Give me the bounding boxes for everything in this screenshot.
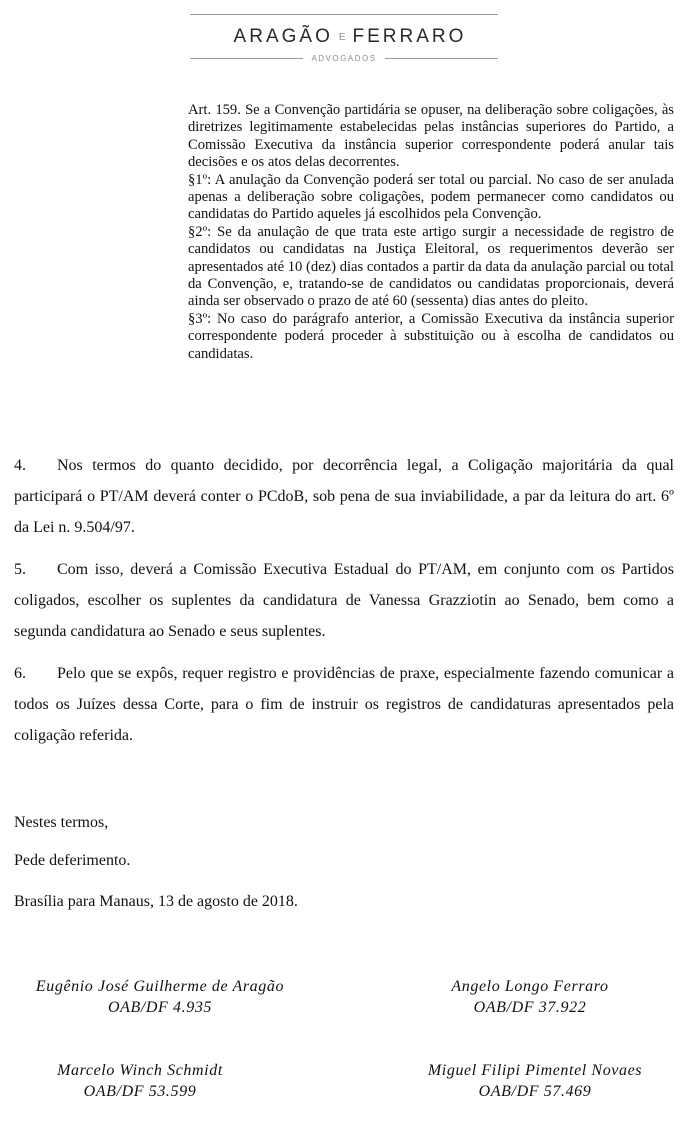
paragraph-text: Pelo que se expôs, requer registro e providências de praxe, especialmente fazendo comunicar a todos os Juízes dessa Corte, para o fim de instruir os registros de candidaturas apresentados pela coligação referida.	[14, 665, 674, 744]
letterhead	[0, 0, 700, 80]
quote-paragraph-3: §3º: No caso do parágrafo anterior, a Comissão Executiva da instância superior correspondente poderá proceder à substituição ou à escolha de candidatos ou candidatas.	[188, 310, 674, 362]
signature-block-2	[400, 976, 660, 1018]
letterhead-subtitle-row	[190, 51, 498, 65]
paragraph-4	[14, 450, 674, 543]
firm-name-conjunction: E	[338, 32, 347, 43]
paragraph-number: 5.	[14, 561, 26, 578]
signature-block-4	[395, 1060, 675, 1102]
statute-quote	[188, 102, 674, 363]
paragraph-text: Com isso, deverá a Comissão Executiva Estadual do PT/AM, em conjunto com os Partidos coligados, escolher os suplentes da candidatura de Vanessa Grazziotin ao Senado, bem como a segunda candidatura ao Senado e seus suplentes.	[14, 561, 674, 640]
signatory-name: Miguel Filipi Pimentel Novaes	[427, 1062, 643, 1079]
signatory-oab: OAB/DF 57.469	[478, 1083, 592, 1100]
signatory-oab: OAB/DF 37.922	[473, 999, 587, 1016]
letterhead-top-rule	[190, 14, 498, 15]
closing-request: Pede deferimento.	[14, 852, 131, 869]
signatory-oab: OAB/DF 53.599	[83, 1083, 197, 1100]
signatory-oab: OAB/DF 4.935	[107, 999, 213, 1016]
paragraph-text: Nos termos do quanto decidido, por decorrência legal, a Coligação majoritária da qual participará o PT/AM deverá conter o PCdoB, sob pena de sua inviabilidade, a par da leitura do art. 6º da Lei n. 9.504/97.	[14, 457, 674, 536]
paragraph-number: 6.	[14, 665, 26, 682]
firm-name-part1: ARAGÃO	[233, 26, 333, 47]
paragraph-6	[14, 658, 674, 751]
closing-terms: Nestes termos,	[14, 814, 109, 831]
firm-subtitle: ADVOGADOS	[311, 53, 377, 63]
paragraph-number: 4.	[14, 457, 26, 474]
signatory-name: Eugênio José Guilherme de Aragão	[35, 978, 285, 995]
subtitle-left-rule	[190, 58, 303, 59]
quote-article: Art. 159. Se a Convenção partidária se opuser, na deliberação sobre coligações, às diretrizes legitimamente estabelecidas pelas instâncias superiores do Partido, a Comissão Executiva da instância superior correspondente poderá anular tais decisões e os atos delas decorrentes.	[188, 102, 674, 171]
quote-paragraph-1: §1º: A anulação da Convenção poderá ser total ou parcial. No caso de ser anulada apenas a deliberação sobre coligações, podem permanecer como candidatos ou candidatas do Partido aqueles já escolhidos pela Convenção.	[188, 171, 674, 223]
signatory-name: Angelo Longo Ferraro	[451, 978, 609, 995]
quote-paragraph-2: §2º: Se da anulação de que trata este artigo surgir a necessidade de registro de candidatos ou candidatas na Justiça Eleitoral, os requerimentos deverão ser apresentados até 10 (dez) dias contados a partir da data da anulação parcial ou total da Convenção, e, tratando-se de candidatos ou candidatas proporcionais, deverá ainda ser observado o prazo de até 60 (sessenta) dias antes do pleito.	[188, 223, 674, 310]
firm-name	[0, 26, 700, 48]
signature-block-1	[10, 976, 310, 1018]
paragraph-5	[14, 554, 674, 647]
place-date: Brasília para Manaus, 13 de agosto de 2018.	[14, 893, 298, 910]
signatory-name: Marcelo Winch Schmidt	[57, 1062, 223, 1079]
subtitle-right-rule	[385, 58, 498, 59]
signature-block-3	[20, 1060, 260, 1102]
firm-name-part2: FERRARO	[352, 26, 467, 47]
